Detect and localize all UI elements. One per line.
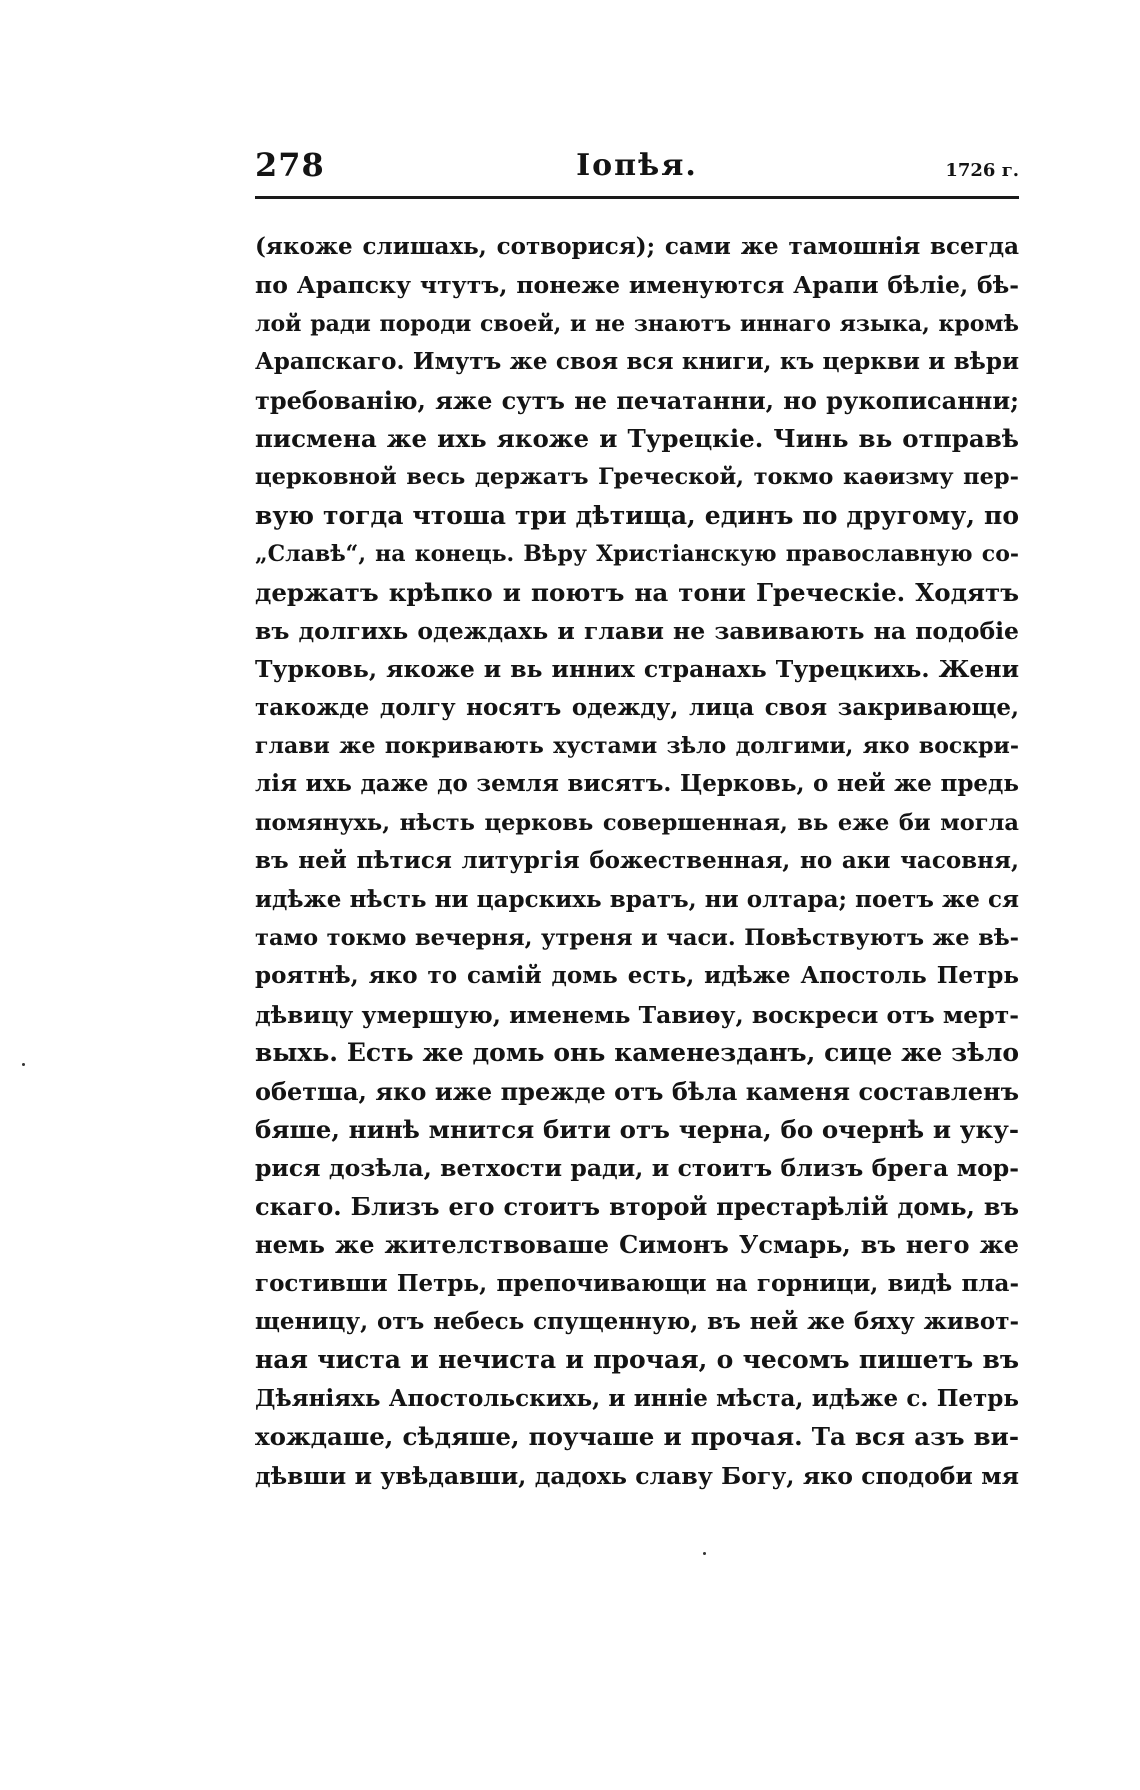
text-line: въ ней пѣтися литургія божественная, но аки часовня, (255, 847, 1019, 875)
print-speck (22, 1063, 25, 1066)
text-line: гостивши Петрь, препочивающи на горници, видѣ пла- (255, 1269, 1019, 1297)
text-line: выхь. Есть же домь онь каменезданъ, сице же зѣло (255, 1038, 1019, 1068)
text-line: Дѣяніяхь Апостольскихь, и инніе мѣста, идѣже с. Петрь (255, 1384, 1019, 1412)
text-line: тамо токмо вечерня, утреня и часи. Повѣствуютъ же вѣ- (255, 925, 1019, 952)
text-line: скаго. Близъ его стоитъ второй престарѣлій домь, въ (255, 1191, 1019, 1221)
text-line: обетша, яко иже прежде отъ бѣла каменя составленъ (255, 1076, 1019, 1106)
running-year: 1726 г. (945, 160, 1019, 181)
header-rule (255, 196, 1019, 199)
text-line: помянухь, нѣсть церковь совершенная, вь еже би могла (255, 809, 1019, 836)
text-line: въ долгихь одеждахь и глави не завивають на подобіе (255, 616, 1019, 645)
text-line: дѣвши и увѣдавши, дадохь славу Богу, яко сподоби мя (255, 1461, 1019, 1490)
text-line: лой ради породи своей, и не знаютъ иннаго языка, кромѣ (255, 310, 1019, 337)
text-line: вую тогда чтоша три дѣтища, единъ по другому, по (255, 500, 1019, 530)
page-number: 278 (255, 146, 325, 184)
text-line: дѣвицу умершую, именемь Тавиѳу, воскреси отъ мерт- (255, 1000, 1019, 1029)
text-line: роятнѣ, яко то самій домь есть, идѣже Апостоль Петрь (255, 962, 1019, 990)
text-line: ная чиста и нечиста и прочая, о чесомъ пишетъ въ (255, 1345, 1019, 1375)
print-speck (703, 1552, 706, 1555)
text-line: хождаше, сѣдяше, поучаше и прочая. Та вся азъ ви- (255, 1422, 1019, 1452)
text-line: писмена же ихь якоже и Турецкіе. Чинь вь отправѣ (255, 423, 1019, 453)
running-title: Іопѣя. (576, 148, 698, 183)
text-line: такожде долгу носятъ одежду, лица своя закривающе, (255, 693, 1019, 721)
text-line: бяше, нинѣ мнится бити отъ черна, бо очернѣ и уку- (255, 1114, 1019, 1144)
text-line: „Славѣ“, на конець. Вѣру Христіанскую православную со- (255, 541, 1019, 568)
text-line: по Арапску чтутъ, понеже именуются Арапи бѣліе, бѣ- (255, 271, 1019, 300)
text-line: идѣже нѣсть ни царскихь вратъ, ни олтара; поетъ же ся (255, 885, 1019, 913)
text-line: рися дозѣла, ветхости ради, и стоитъ близъ брега мор- (255, 1154, 1019, 1183)
text-line: церковной весь держатъ Греческой, токмо каѳизму пер- (255, 464, 1019, 491)
text-line: (якоже слишахь, сотворися); сами же тамошнія всегда (255, 233, 1019, 260)
text-line: требованію, яже сутъ не печатанни, но рукописанни; (255, 385, 1019, 415)
text-line: глави же покривають хустами зѣло долгими, яко воскри- (255, 733, 1019, 760)
body-text (255, 228, 1019, 1495)
text-line: держатъ крѣпко и поютъ на тони Греческіе. Ходятъ (255, 577, 1019, 607)
running-head (255, 146, 1019, 192)
text-line: Турковь, якоже и вь инних странахь Турецкихь. Жени (255, 655, 1019, 684)
text-line: Арапскаго. Имутъ же своя вся книги, къ церкви и вѣри (255, 348, 1019, 376)
text-line: немь же жителствоваше Симонъ Усмарь, въ него же (255, 1230, 1019, 1260)
text-line: лія ихь даже до земля висятъ. Церковь, о ней же предь (255, 770, 1019, 798)
text-line: щеницу, отъ небесь спущенную, въ ней же бяху живот- (255, 1307, 1019, 1335)
